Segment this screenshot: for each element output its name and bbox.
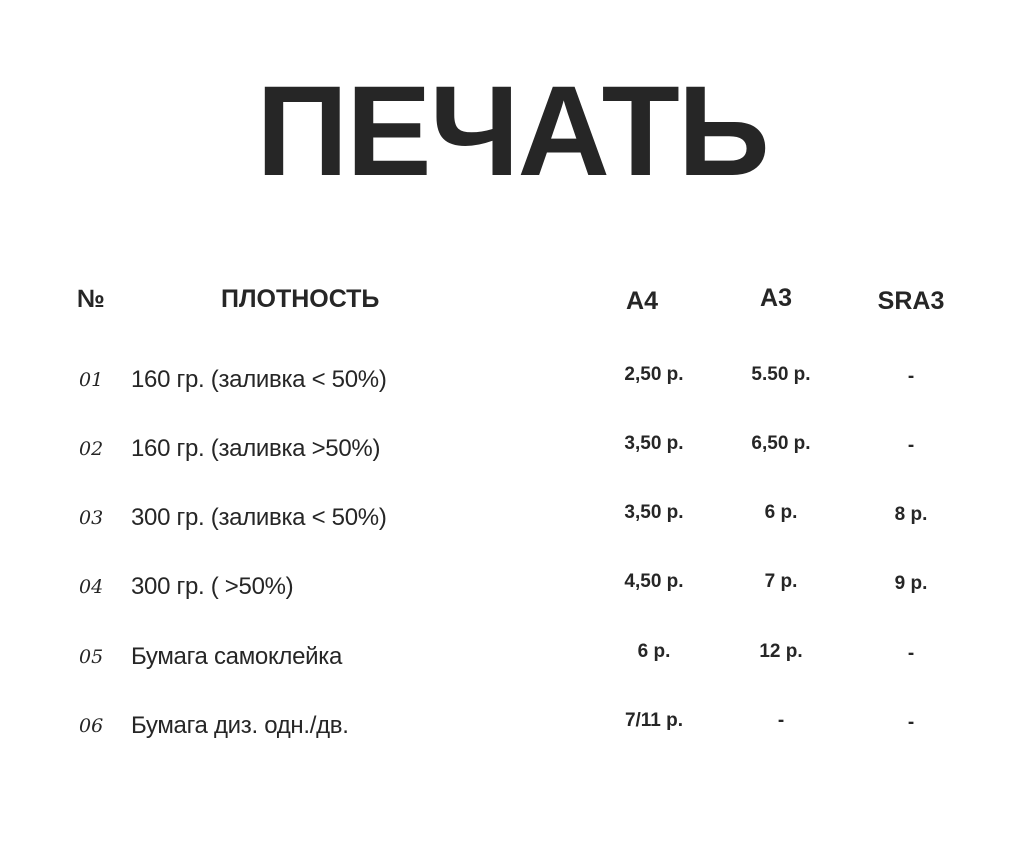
row-number: 05	[79, 646, 104, 668]
price-a4: 3,50 р.	[624, 502, 684, 523]
row-description: Бумага диз. одн./дв.	[131, 712, 349, 739]
table-row	[0, 501, 1024, 551]
row-number: 04	[79, 576, 104, 598]
price-sra3: -	[907, 712, 915, 733]
column-header-sra3: SRA3	[877, 287, 945, 315]
price-a3: 7 р.	[764, 571, 798, 592]
page-title: ПЕЧАТЬ	[256, 60, 768, 203]
price-a3: 6,50 р.	[751, 433, 811, 454]
price-a3: 5.50 р.	[751, 364, 811, 385]
price-sra3: -	[907, 366, 915, 387]
row-number: 06	[79, 715, 104, 737]
row-description: 160 гр. (заливка < 50%)	[131, 366, 387, 393]
table-row	[0, 640, 1024, 690]
row-description: 300 гр. (заливка < 50%)	[131, 504, 387, 531]
row-description: 160 гр. (заливка >50%)	[131, 435, 381, 462]
price-sra3: -	[907, 643, 915, 664]
price-a3: -	[777, 710, 785, 731]
row-description: 300 гр. ( >50%)	[131, 573, 294, 600]
table-row	[0, 709, 1024, 759]
price-a3: 12 р.	[759, 641, 803, 662]
price-a4: 3,50 р.	[624, 433, 684, 454]
price-a4: 2,50 р.	[624, 364, 684, 385]
table-row	[0, 570, 1024, 620]
row-description: Бумага самоклейка	[131, 643, 343, 670]
price-sra3: -	[907, 435, 915, 456]
row-number: 02	[79, 438, 104, 460]
row-number: 03	[79, 507, 104, 529]
price-a4: 7/11 р.	[624, 710, 684, 731]
column-header-a3: А3	[760, 284, 792, 312]
price-a4: 4,50 р.	[624, 571, 684, 592]
column-header-density: ПЛОТНОСТЬ	[221, 285, 380, 313]
table-row	[0, 363, 1024, 413]
table-row	[0, 432, 1024, 482]
price-sra3: 9 р.	[894, 573, 928, 594]
column-header-a4: А4	[626, 287, 658, 315]
price-sra3: 8 р.	[894, 504, 928, 525]
row-number: 01	[79, 369, 104, 391]
column-header-number: №	[77, 285, 105, 313]
price-a3: 6 р.	[764, 502, 798, 523]
price-a4: 6 р.	[637, 641, 671, 662]
